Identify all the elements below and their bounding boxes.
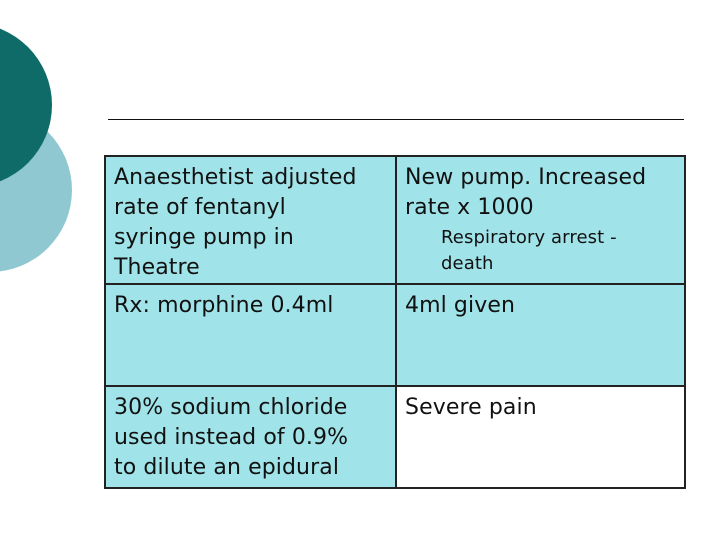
table-cell-incident-3: [106, 387, 397, 487]
table-cell-outcome-1: [397, 157, 684, 285]
cell-subpoint: Respiratory arrest -: [441, 227, 617, 248]
cell-line: rate of fentanyl: [114, 195, 286, 220]
cell-line: Severe pain: [405, 395, 537, 420]
cell-line: to dilute an epidural: [114, 455, 340, 480]
cell-line: Anaesthetist adjusted: [114, 165, 357, 190]
cell-line: Theatre: [114, 255, 200, 280]
slide-decoration: [0, 0, 110, 300]
cell-line: 4ml given: [405, 293, 516, 318]
table-cell-incident-2: [106, 285, 397, 387]
cell-line: 30% sodium chloride: [114, 395, 348, 420]
cell-line: Rx: morphine 0.4ml: [114, 293, 334, 318]
cell-line: syringe pump in: [114, 225, 294, 250]
cell-subpoint: death: [441, 253, 494, 274]
table-cell-outcome-2: [397, 285, 684, 387]
decorative-circles: [0, 0, 110, 300]
table-cell-incident-1: [106, 157, 397, 285]
cell-line: rate x 1000: [405, 195, 534, 220]
title-underline: [108, 119, 684, 120]
cell-line: New pump. Increased: [405, 165, 647, 190]
cell-line: used instead of 0.9%: [114, 425, 349, 450]
incident-table: [104, 155, 686, 489]
table-cell-outcome-3: [397, 387, 684, 487]
